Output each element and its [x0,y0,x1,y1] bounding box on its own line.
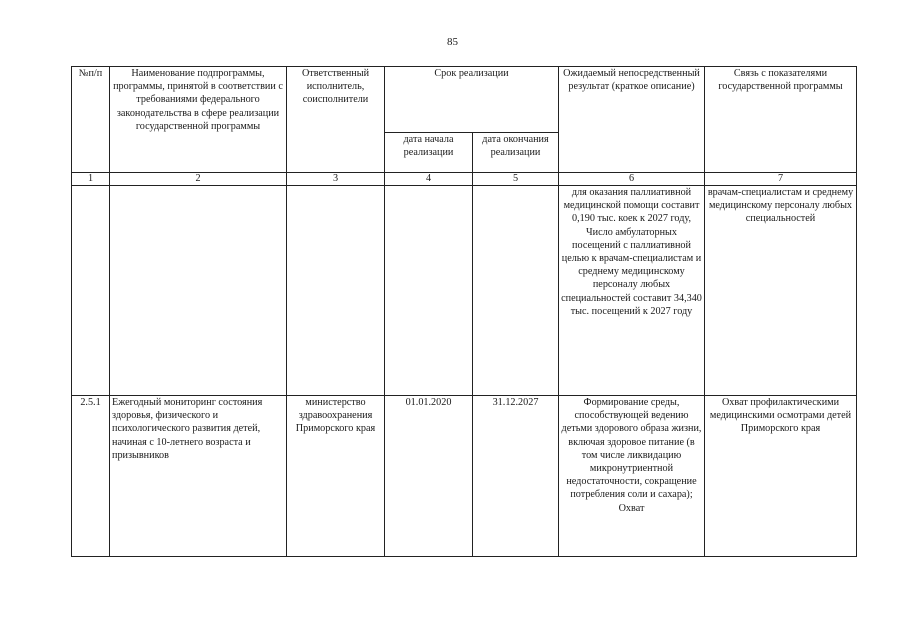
row-start-cell: 01.01.2020 [385,396,473,557]
row-number-cell [72,186,110,396]
table-row [72,396,857,557]
table-row [72,186,857,396]
row-executor-cell [287,186,385,396]
row-link-cell: врачам-специалистам и среднему медицинскому персоналу любых специальностей [705,186,857,396]
column-number: 1 [72,173,110,186]
header-start: дата начала реализации [385,133,473,173]
header-period: Срок реализации [385,67,559,133]
header-row-1 [72,67,857,133]
row-name-cell [110,186,287,396]
header-end: дата окончания реализации [473,133,559,173]
row-start-cell [385,186,473,396]
column-number: 4 [385,173,473,186]
column-number: 3 [287,173,385,186]
column-number: 2 [110,173,287,186]
row-end-cell: 31.12.2027 [473,396,559,557]
header-result: Ожидаемый непосредственный результат (краткое описание) [559,67,705,173]
column-number: 6 [559,173,705,186]
column-number-row [72,173,857,186]
header-name: Наименование подпрограммы, программы, принятой в соответствии с требованиями федерального законодательства в сфере реализации государственной программы [110,67,287,173]
header-executor: Ответственный исполнитель, соисполнители [287,67,385,173]
page-number: 85 [447,36,458,48]
column-number: 7 [705,173,857,186]
header-link: Связь с показателями государственной программы [705,67,857,173]
row-result-cell: для оказания паллиативной медицинской помощи составит 0,190 тыс. коек к 2027 году, Число амбулаторных посещений с паллиативной целью к врачам-специалистам и среднему медицинскому персоналу любых специальностей составит 34,340 тыс. посещений к 2027 году [559,186,705,396]
row-link-cell: Охват профилактическими медицинскими осмотрами детей Приморского края [705,396,857,557]
row-executor-cell: министерство здравоохранения Приморского края [287,396,385,557]
program-table [71,66,857,557]
row-end-cell [473,186,559,396]
row-number-cell: 2.5.1 [72,396,110,557]
column-number: 5 [473,173,559,186]
header-num: №п/п [72,67,110,173]
row-name-cell: Ежегодный мониторинг состояния здоровья, физического и психологического развития детей, начиная с 10-летнего возраста и призывников [110,396,287,557]
row-result-cell: Формирование среды, способствующей ведению детьми здорового образа жизни, включая здоровое питание (в том числе ликвидацию микронутриентной недостаточности, сокращение потребления соли и сахара); Охват [559,396,705,557]
